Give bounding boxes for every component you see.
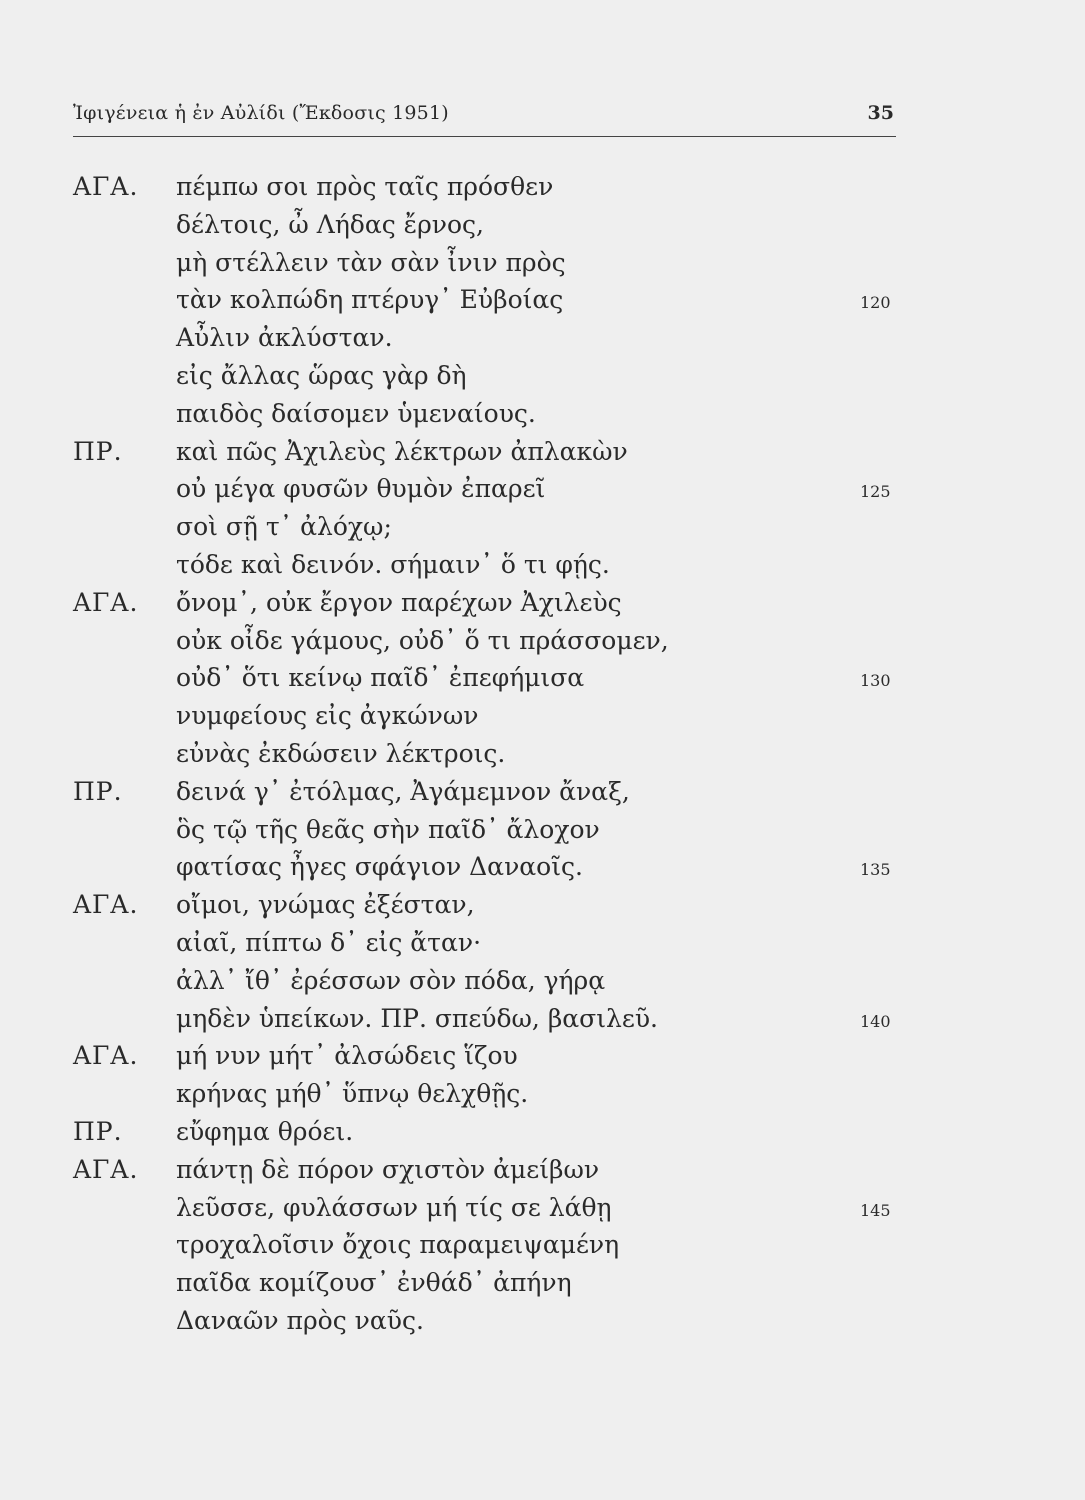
- verse-line: [0, 399, 1085, 435]
- speaker-label: ΑΓΑ.: [73, 172, 139, 201]
- verse-text: φατίσας ἦγες σφάγιον Δαναοῖς.: [176, 852, 583, 882]
- verse-line: [0, 1230, 1085, 1266]
- speaker-label: ΑΓΑ.: [73, 587, 139, 617]
- verse-text: νυμφείους εἰς ἀγκώνων: [176, 701, 479, 731]
- verse-line: [0, 701, 1085, 737]
- speaker-label: ΑΓΑ.: [73, 890, 139, 920]
- verse-line: [0, 1155, 1085, 1191]
- verse-line: [0, 739, 1085, 775]
- verse-text: οὐκ οἶδε γάμους, οὐδ᾽ ὅ τι πράσσομεν,: [176, 625, 669, 655]
- line-number: 130: [860, 671, 891, 691]
- line-number: 140: [860, 1011, 891, 1031]
- verse-line: [0, 474, 1085, 510]
- verse-text: εὐνὰς ἐκδώσειν λέκτροις.: [176, 739, 506, 768]
- verse-line: [0, 1004, 1085, 1040]
- speaker-label: ΑΓΑ.: [73, 1041, 139, 1071]
- verse-text: εἰς ἄλλας ὥρας γὰρ δὴ: [176, 361, 467, 390]
- running-header: [73, 100, 896, 137]
- verse-line: [0, 777, 1085, 813]
- verse-text: κρήνας μήθ᾽ ὕπνῳ θελχθῇς.: [176, 1079, 529, 1109]
- verse-text: ὄνομ᾽, οὐκ ἔργον παρέχων Ἀχιλεὺς: [176, 587, 622, 617]
- verse-text: καὶ πῶς Ἀχιλεὺς λέκτρων ἀπλακὼν: [176, 436, 628, 466]
- page-number: 35: [867, 102, 894, 124]
- verse-text: αἰαῖ, πίπτω δ᾽ εἰς ἄταν·: [176, 928, 482, 957]
- verse-text: οἴμοι, γνώμας ἐξέσταν,: [176, 890, 475, 920]
- verse-line: [0, 285, 1085, 321]
- speaker-label: ΠΡ.: [73, 1117, 123, 1146]
- verse-text: εὔφημα θρόει.: [176, 1117, 354, 1146]
- verse-line: [0, 361, 1085, 397]
- speaker-label: ΠΡ.: [73, 776, 123, 806]
- verse-text: ἀλλ᾽ ἴθ᾽ ἐρέσσων σὸν πόδα, γήρᾳ: [176, 965, 606, 995]
- verse-line: [0, 588, 1085, 624]
- line-number: 120: [860, 293, 891, 313]
- verse-line: [0, 1041, 1085, 1077]
- verse-text: μηδὲν ὑπείκων. ΠΡ. σπεύδω, βασιλεῦ.: [176, 1003, 658, 1033]
- verse-text: μή νυν μήτ᾽ ἀλσώδεις ἵζου: [176, 1041, 518, 1071]
- verse-line: [0, 1079, 1085, 1115]
- verse-text: οὐ μέγα φυσῶν θυμὸν ἐπαρεῖ: [176, 474, 546, 504]
- verse-line: [0, 815, 1085, 851]
- verse-text: παιδὸς δαίσομεν ὑμεναίους.: [176, 398, 536, 428]
- verse-line: [0, 512, 1085, 548]
- verse-text: Αὖλιν ἀκλύσταν.: [176, 323, 393, 353]
- verse-text: παῖδα κομίζουσ᾽ ἐνθάδ᾽ ἀπήνη: [176, 1268, 572, 1298]
- verse-text: σοὶ σῇ τ᾽ ἀλόχῳ;: [176, 512, 392, 542]
- line-number: 125: [860, 482, 891, 502]
- verse-line: [0, 852, 1085, 888]
- verse-line: [0, 550, 1085, 586]
- verse-line: [0, 663, 1085, 699]
- line-number: 135: [860, 860, 891, 880]
- verse-line: [0, 1268, 1085, 1304]
- verse-text: ὃς τῷ τῆς θεᾶς σὴν παῖδ᾽ ἄλοχον: [176, 814, 600, 844]
- verse-text: πάντῃ δὲ πόρον σχιστὸν ἀμείβων: [176, 1154, 600, 1184]
- verse-text: τροχαλοῖσιν ὄχοις παραμειψαμένη: [176, 1230, 620, 1260]
- verse-line: [0, 210, 1085, 246]
- verse-text: μὴ στέλλειν τὰν σὰν ἶνιν πρὸς: [176, 247, 566, 277]
- verse-text: δεινά γ᾽ ἐτόλμας, Ἀγάμεμνον ἄναξ,: [176, 776, 630, 806]
- verse-line: [0, 626, 1085, 662]
- verse-line: [0, 172, 1085, 208]
- verse-text: λεῦσσε, φυλάσσων μή τίς σε λάθῃ: [176, 1192, 612, 1222]
- verse-text: πέμπω σοι πρὸς ταῖς πρόσθεν: [176, 172, 554, 201]
- verse-text: τόδε καὶ δεινόν. σήμαιν᾽ ὅ τι φῄς.: [176, 550, 610, 579]
- verse-line: [0, 248, 1085, 284]
- verse-line: [0, 1193, 1085, 1229]
- speaker-label: ΠΡ.: [73, 436, 123, 466]
- verse-text: Δαναῶν πρὸς ναῦς.: [176, 1306, 424, 1335]
- verse-line: [0, 437, 1085, 473]
- verse-text: τὰν κολπώδη πτέρυγ᾽ Εὐβοίας: [176, 285, 564, 315]
- verse-text: οὐδ᾽ ὅτι κείνῳ παῖδ᾽ ἐπεφήμισα: [176, 663, 585, 693]
- verse-line: [0, 1306, 1085, 1342]
- header-title: Ἰφιγένεια ἡ ἐν Αὐλίδι (Ἔκδοσις 1951): [73, 102, 449, 124]
- verse-line: [0, 323, 1085, 359]
- verse-line: [0, 890, 1085, 926]
- verse-line: [0, 928, 1085, 964]
- line-number: 145: [860, 1200, 891, 1220]
- speaker-label: ΑΓΑ.: [73, 1154, 139, 1184]
- verse-line: [0, 966, 1085, 1002]
- verse-line: [0, 1117, 1085, 1153]
- verse-text: δέλτοις, ὦ Λήδας ἔρνος,: [176, 209, 484, 239]
